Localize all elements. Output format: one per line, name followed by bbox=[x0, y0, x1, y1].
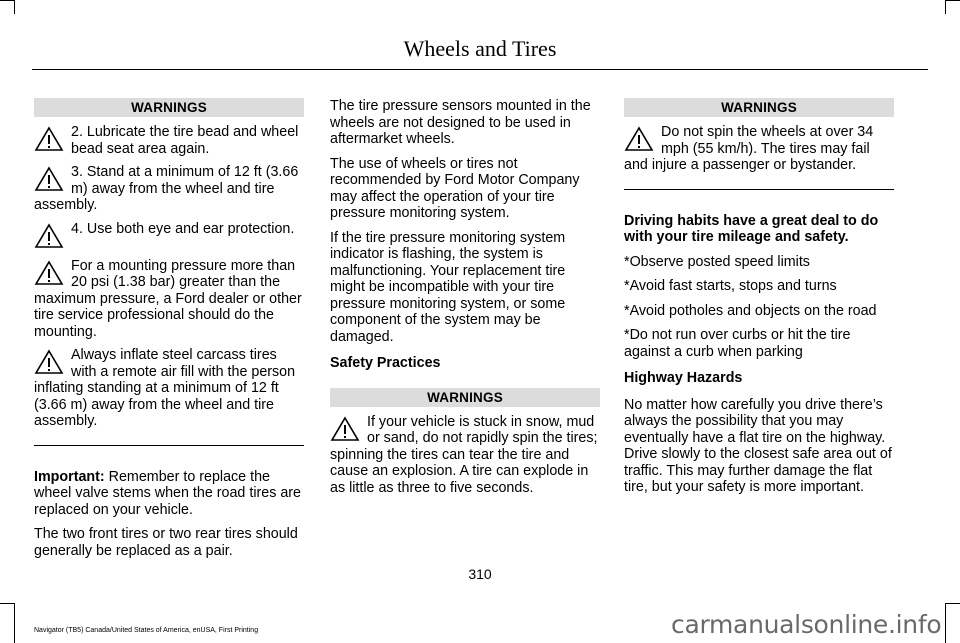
paragraph: The use of wheels or tires not recommended by Ford Motor Company may affect the operation of your tire pressure monitoring system. bbox=[330, 155, 580, 221]
watermark: carmanualsonline.info bbox=[671, 610, 942, 639]
crop-mark bbox=[946, 603, 960, 604]
crop-mark bbox=[946, 0, 960, 1]
warnings-banner: WARNINGS bbox=[624, 98, 894, 117]
crop-mark bbox=[14, 603, 15, 643]
page-number: 310 bbox=[468, 566, 492, 582]
warning-triangle-icon bbox=[624, 126, 654, 152]
important-text: Remember to replace the wheel valve stems when the road tires are replaced on your vehicle. bbox=[34, 468, 302, 518]
section-heading: Highway Hazards bbox=[624, 370, 743, 386]
column-right bbox=[624, 98, 894, 496]
warning-text: 2. Lubricate the tire bead and wheel bead seat area again. bbox=[71, 124, 299, 157]
column-middle bbox=[330, 98, 600, 496]
warning-triangle-icon bbox=[34, 126, 64, 152]
header-rule bbox=[32, 69, 928, 70]
section-heading: Driving habits have a great deal to do with your tire mileage and safety. bbox=[624, 212, 879, 245]
list-item: *Avoid potholes and objects on the road bbox=[624, 302, 877, 319]
crop-mark bbox=[0, 0, 14, 1]
warning-triangle-icon bbox=[34, 223, 64, 249]
warning-item bbox=[34, 258, 304, 341]
section-heading: Safety Practices bbox=[330, 355, 441, 371]
section-divider bbox=[624, 189, 894, 190]
warning-text: For a mounting pressure more than 20 psi (1.38 bar) greater than the maximum pressure, a Ford dealer or other tire service professional should do the mounting. bbox=[34, 257, 302, 340]
warning-text: Do not spin the wheels at over 34 mph (55 km/h). The tires may fail and injure a passenger or bystander. bbox=[624, 124, 874, 173]
important-label: Important: bbox=[34, 468, 105, 485]
warning-item bbox=[34, 347, 304, 430]
footer-text: Navigator (TB5) Canada/United States of America, enUSA, First Printing bbox=[34, 627, 259, 634]
warning-item bbox=[34, 221, 304, 251]
warning-item bbox=[34, 164, 304, 214]
warning-triangle-icon bbox=[34, 260, 64, 286]
warning-item bbox=[624, 124, 894, 174]
important-paragraph bbox=[34, 469, 304, 519]
warning-item bbox=[330, 414, 600, 497]
warning-text: Always inflate steel carcass tires with a remote air fill with the person inflating standing at a minimum of 12 ft (3.66 m) away from the wheel and tire assembly. bbox=[34, 347, 296, 429]
warning-text: If your vehicle is stuck in snow, mud or sand, do not rapidly spin the tires; spinning the tires can tear the tire and cause an explosion. A tire can explode in as little as three to five seconds. bbox=[330, 413, 598, 496]
warning-triangle-icon bbox=[330, 416, 360, 442]
warning-item bbox=[34, 124, 304, 157]
warning-triangle-icon bbox=[34, 349, 64, 375]
warnings-banner: WARNINGS bbox=[330, 388, 600, 407]
warning-text: 3. Stand at a minimum of 12 ft (3.66 m) away from the wheel and tire assembly. bbox=[34, 164, 299, 213]
list-item: *Avoid fast starts, stops and turns bbox=[624, 278, 837, 294]
warning-text: 4. Use both eye and ear protection. bbox=[71, 220, 295, 237]
list-item: *Do not run over curbs or hit the tire against a curb when parking bbox=[624, 327, 851, 360]
paragraph: The tire pressure sensors mounted in the wheels are not designed to be used in aftermarket wheels. bbox=[330, 98, 591, 147]
section-divider bbox=[34, 445, 304, 446]
page-title: Wheels and Tires bbox=[403, 36, 557, 61]
column-left bbox=[34, 98, 304, 559]
crop-mark bbox=[945, 603, 946, 643]
paragraph: If the tire pressure monitoring system indicator is flashing, the system is malfunctioning. Your replacement tire might be incompatible with your tire pressure monitoring system, or some component of the system may be damaged. bbox=[330, 229, 566, 345]
paragraph: No matter how carefully you drive there’s always the possibility that you may eventually have a flat tire on the highway. Drive slowly to the closest safe area out of traffic. This may further damage the flat tire, but your safety is more important. bbox=[624, 396, 892, 495]
crop-mark bbox=[14, 0, 15, 14]
crop-mark bbox=[945, 0, 946, 14]
warning-triangle-icon bbox=[34, 166, 64, 192]
list-item: *Observe posted speed limits bbox=[624, 253, 810, 270]
warnings-banner: WARNINGS bbox=[34, 98, 304, 117]
paragraph: The two front tires or two rear tires should generally be replaced as a pair. bbox=[34, 526, 298, 559]
crop-mark bbox=[0, 603, 14, 604]
